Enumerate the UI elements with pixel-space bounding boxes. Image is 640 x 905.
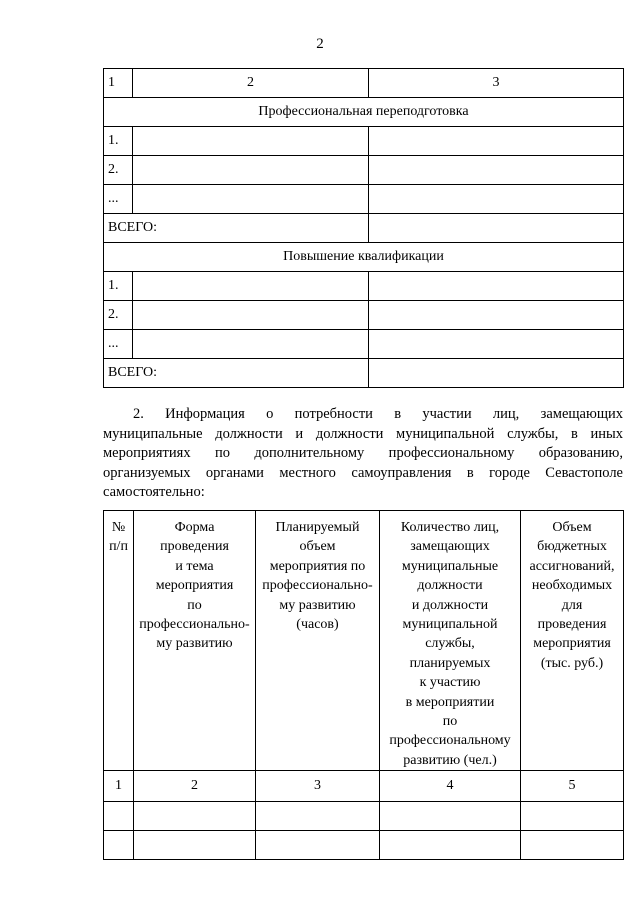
table-row [104, 802, 624, 831]
column-numbers-row [104, 771, 624, 802]
column-number: 5 [521, 771, 624, 802]
column-number: 4 [380, 771, 521, 802]
table-row [104, 156, 624, 185]
table-cell [380, 831, 521, 860]
events-table [103, 510, 624, 860]
info-paragraph [103, 405, 623, 503]
header-row [104, 511, 624, 771]
table-cell [133, 272, 369, 301]
column-number: 2 [134, 771, 256, 802]
column-number: 1 [104, 771, 134, 802]
table-cell [521, 802, 624, 831]
paragraph-first-line: 2. Информация о потребности в участии лиц, замещающих [133, 406, 623, 422]
table-row [104, 185, 624, 214]
table-cell [133, 301, 369, 330]
table-cell [369, 330, 624, 359]
total-label: ВСЕГО: [104, 214, 369, 243]
page-number: 2 [316, 36, 324, 52]
table-cell [134, 802, 256, 831]
header-event-form: Форма проведения и тема мероприятия по профессионально- му развитию [134, 511, 256, 771]
paragraph-body: муниципальные должности и должности муниципальной службы, в иных мероприятиях по дополнительному профессиональному образованию, организуемых органами местного самоуправления в городе Севастополе самостоятельно: [103, 425, 623, 500]
table-row [104, 301, 624, 330]
table-cell [104, 831, 134, 860]
total-row [104, 359, 624, 388]
table-cell [369, 185, 624, 214]
total-label: ВСЕГО: [104, 359, 369, 388]
header-budget: Объем бюджетных ассигнований, необходимых для проведения мероприятия (тыс. руб.) [521, 511, 624, 771]
column-number: 2 [133, 69, 369, 98]
section-title-qualification: Повышение квалификации [104, 243, 624, 272]
table-cell [369, 359, 624, 388]
table-cell [256, 831, 380, 860]
table-cell [369, 127, 624, 156]
row-number: 1. [104, 272, 133, 301]
table-row [104, 330, 624, 359]
column-number: 3 [369, 69, 624, 98]
header-planned-volume: Планируемый объем мероприятия по профессионально- му развитию (часов) [256, 511, 380, 771]
table-cell [133, 330, 369, 359]
table-cell [104, 802, 134, 831]
section-title-retraining: Профессиональная переподготовка [104, 98, 624, 127]
column-number: 3 [256, 771, 380, 802]
section-title-row [104, 243, 624, 272]
table-cell [256, 802, 380, 831]
row-number: 2. [104, 301, 133, 330]
table-row [104, 831, 624, 860]
row-number: ... [104, 330, 133, 359]
table-cell [369, 272, 624, 301]
row-number: 2. [104, 156, 133, 185]
total-row [104, 214, 624, 243]
table-cell [134, 831, 256, 860]
header-number: № п/п [104, 511, 134, 771]
row-number: ... [104, 185, 133, 214]
section-title-row [104, 98, 624, 127]
header-participants-count: Количество лиц, замещающих муниципальные должности и должности муниципальной службы, планируемых к участию в мероприятии по профессиональному развитию (чел.) [380, 511, 521, 771]
retraining-table [103, 68, 624, 388]
table-row [104, 69, 624, 98]
table-row [104, 127, 624, 156]
column-number: 1 [104, 69, 133, 98]
table-cell [369, 301, 624, 330]
table-row [104, 272, 624, 301]
table-cell [133, 127, 369, 156]
table-cell [133, 185, 369, 214]
table-cell [133, 156, 369, 185]
table-cell [380, 802, 521, 831]
table-cell [369, 214, 624, 243]
table-cell [521, 831, 624, 860]
table-cell [369, 156, 624, 185]
row-number: 1. [104, 127, 133, 156]
